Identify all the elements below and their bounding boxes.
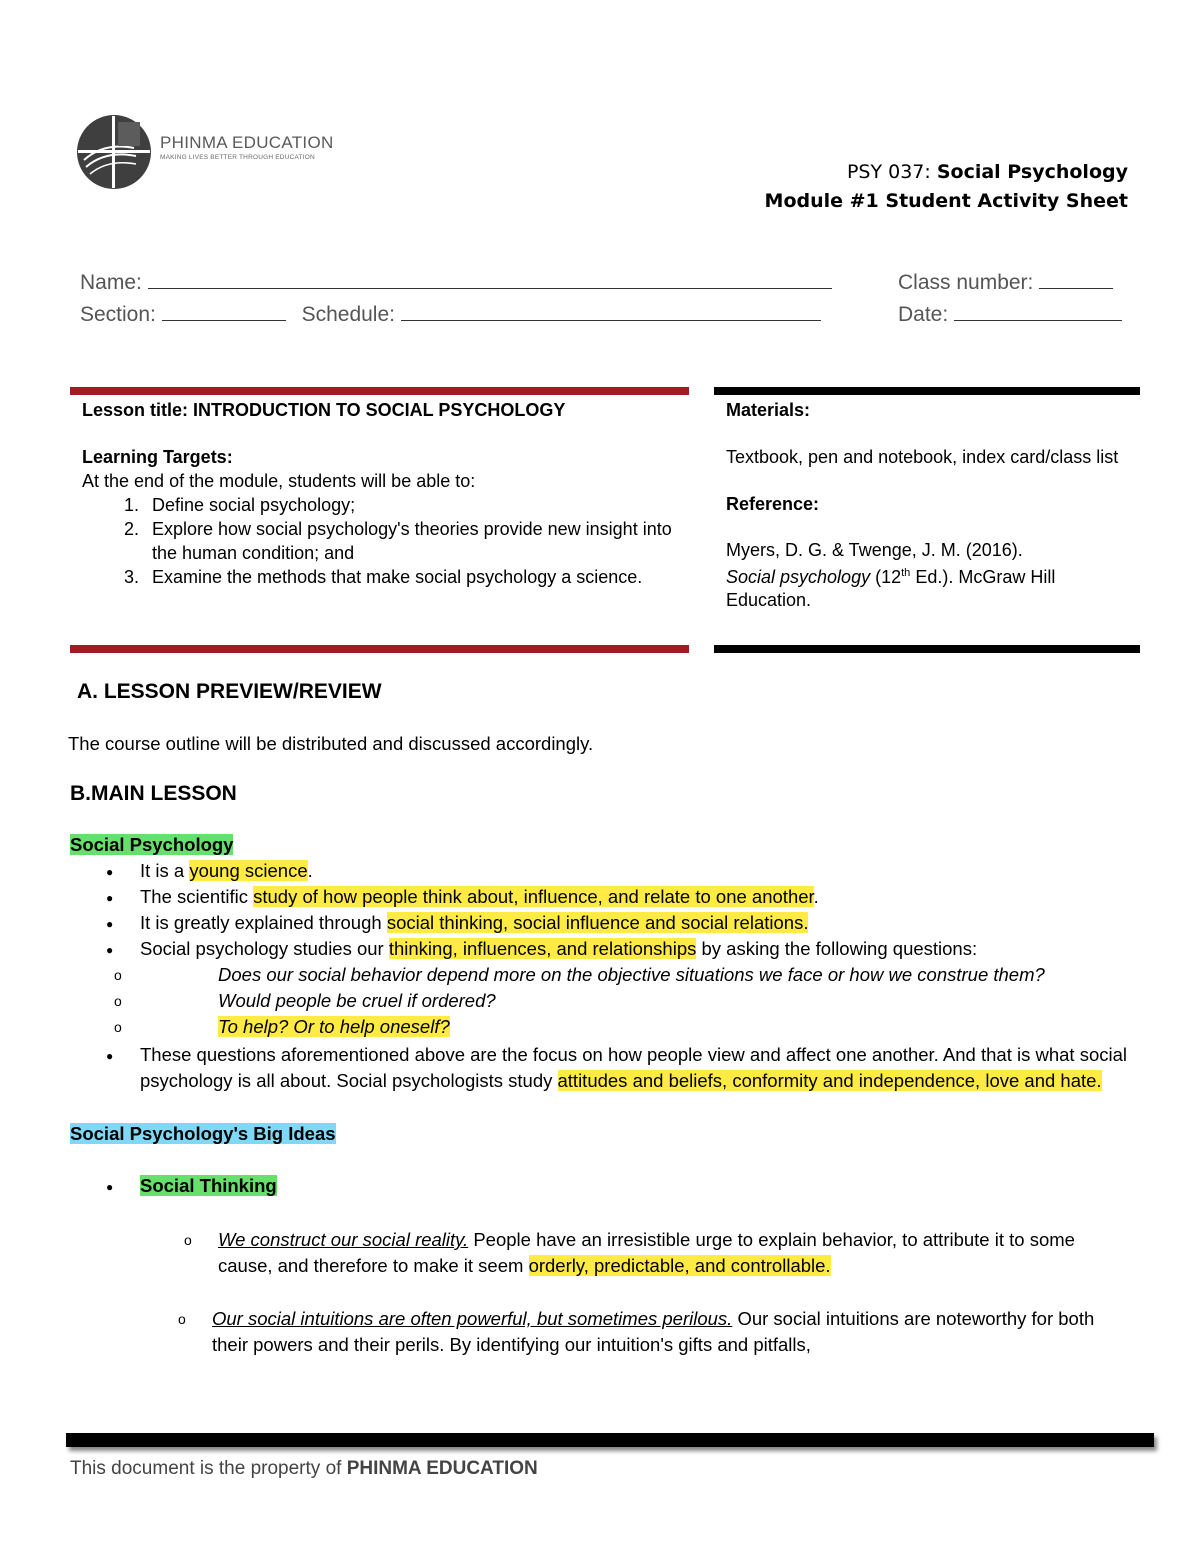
name-row — [80, 268, 832, 295]
course-code: PSY 037: — [846, 161, 931, 183]
phinma-logo — [74, 112, 344, 192]
reference-citation — [726, 539, 1131, 612]
target-item: 2. Explore how social psychology's theories provide new insight into the human condition; and — [144, 517, 682, 565]
reference-edition-pre: (12 — [870, 567, 902, 587]
reference-edition-sup: th — [901, 567, 911, 579]
section-a-heading: A. LESSON PREVIEW/REVIEW — [77, 680, 382, 703]
list-item: ● Social psychology studies our thinking, influences, and relationships by asking the following questions: o Does our social behavior depend more on the objective situations we face or how we construe them? o Would people be cruel if ordered? o To help? Or to help oneself? — [70, 936, 1130, 1040]
date-row — [898, 300, 1122, 327]
list-item: ● The scientific study of how people think about, influence, and relate to one another. — [70, 884, 1130, 910]
lesson-box-bottom-bar — [70, 645, 689, 653]
module-line — [765, 187, 1128, 216]
social-thinking-point: o Our social intuitions are often powerful, but sometimes perilous. Our social intuitions are noteworthy for both their powers and their perils. By identifying our intuition's gifts and pitfalls, — [178, 1308, 1095, 1355]
materials-heading: Materials: — [726, 400, 811, 420]
section-a-text: The course outline will be distributed and discussed accordingly. — [68, 733, 594, 754]
footer-bar — [66, 1433, 1154, 1447]
section-b-heading: B.MAIN LESSON — [70, 782, 237, 805]
date-field[interactable] — [954, 300, 1122, 321]
lesson-box-top-bar — [70, 387, 689, 395]
logo-tagline: MAKING LIVES BETTER THROUGH EDUCATION — [160, 154, 315, 161]
section-field[interactable] — [162, 300, 286, 321]
social-psychology-heading: Social Psychology — [70, 834, 234, 855]
document-title — [765, 158, 1128, 216]
name-label: Name: — [80, 271, 142, 294]
big-ideas-list — [70, 1173, 1130, 1199]
social-psychology-list — [70, 858, 1130, 1094]
section-row — [80, 300, 821, 327]
class-number-label: Class number: — [898, 271, 1034, 294]
main-lesson-body — [70, 832, 1130, 1358]
targets-list — [82, 493, 682, 589]
materials-box-top-bar — [714, 387, 1140, 395]
materials-box-bottom-bar — [714, 645, 1140, 653]
materials-box — [726, 398, 1131, 612]
targets-intro: At the end of the module, students will be able to: — [82, 471, 476, 491]
reference-heading: Reference: — [726, 494, 820, 514]
questions-list — [70, 962, 1130, 1040]
question-item: o To help? Or to help oneself? — [70, 1014, 1130, 1040]
list-item — [70, 1173, 1130, 1199]
list-item: ● It is a young science. — [70, 858, 1130, 884]
reference-title: Social psychology — [726, 567, 871, 587]
big-ideas-heading: Social Psychology's Big Ideas — [70, 1123, 336, 1144]
reference-edition-post: Ed.). McGraw Hill Education. — [726, 567, 1056, 610]
schedule-label: Schedule: — [301, 303, 395, 326]
section-label: Section: — [80, 303, 156, 326]
class-number-row — [898, 268, 1113, 295]
social-thinking-heading: Social Thinking — [140, 1175, 277, 1196]
social-thinking-point: o We construct our social reality. People have an irresistible urge to explain behavior, to attribute it to some cause, and therefore to make it seem orderly, predictable, and controllable. — [184, 1229, 1075, 1276]
question-item: o Does our social behavior depend more on the objective situations we face or how we construe them? — [70, 962, 1130, 988]
materials-text: Textbook, pen and notebook, index card/class list — [726, 447, 1119, 467]
course-line — [765, 158, 1128, 187]
module-title: Module #1 Student Activity Sheet — [764, 190, 1128, 212]
class-number-field[interactable] — [1039, 268, 1113, 289]
reference-authors: Myers, D. G. & Twenge, J. M. (2016). — [726, 540, 1023, 560]
list-item: ● These questions aforementioned above are the focus on how people view and affect one another. And that is what social psychology is all about. Social psychologists study attitudes and beliefs, conformity and independence, love and hate. — [70, 1042, 1130, 1094]
footer-text: This document is the property of PHINMA EDUCATION — [70, 1458, 538, 1479]
lesson-box — [82, 398, 682, 589]
target-item: 3. Examine the methods that make social psychology a science. — [144, 565, 682, 589]
name-field[interactable] — [148, 268, 832, 289]
list-item: ● It is greatly explained through social thinking, social influence and social relations. — [70, 910, 1130, 936]
logo-name: PHINMA EDUCATION — [160, 133, 334, 152]
target-item: 1. Define social psychology; — [144, 493, 682, 517]
schedule-field[interactable] — [401, 300, 821, 321]
date-label: Date: — [898, 303, 949, 326]
targets-heading: Learning Targets: — [82, 447, 233, 467]
course-title: Social Psychology — [936, 161, 1128, 183]
question-item: o Would people be cruel if ordered? — [70, 988, 1130, 1014]
lesson-title: Lesson title: INTRODUCTION TO SOCIAL PSYCHOLOGY — [82, 400, 566, 420]
phinma-emblem-icon — [74, 112, 154, 192]
